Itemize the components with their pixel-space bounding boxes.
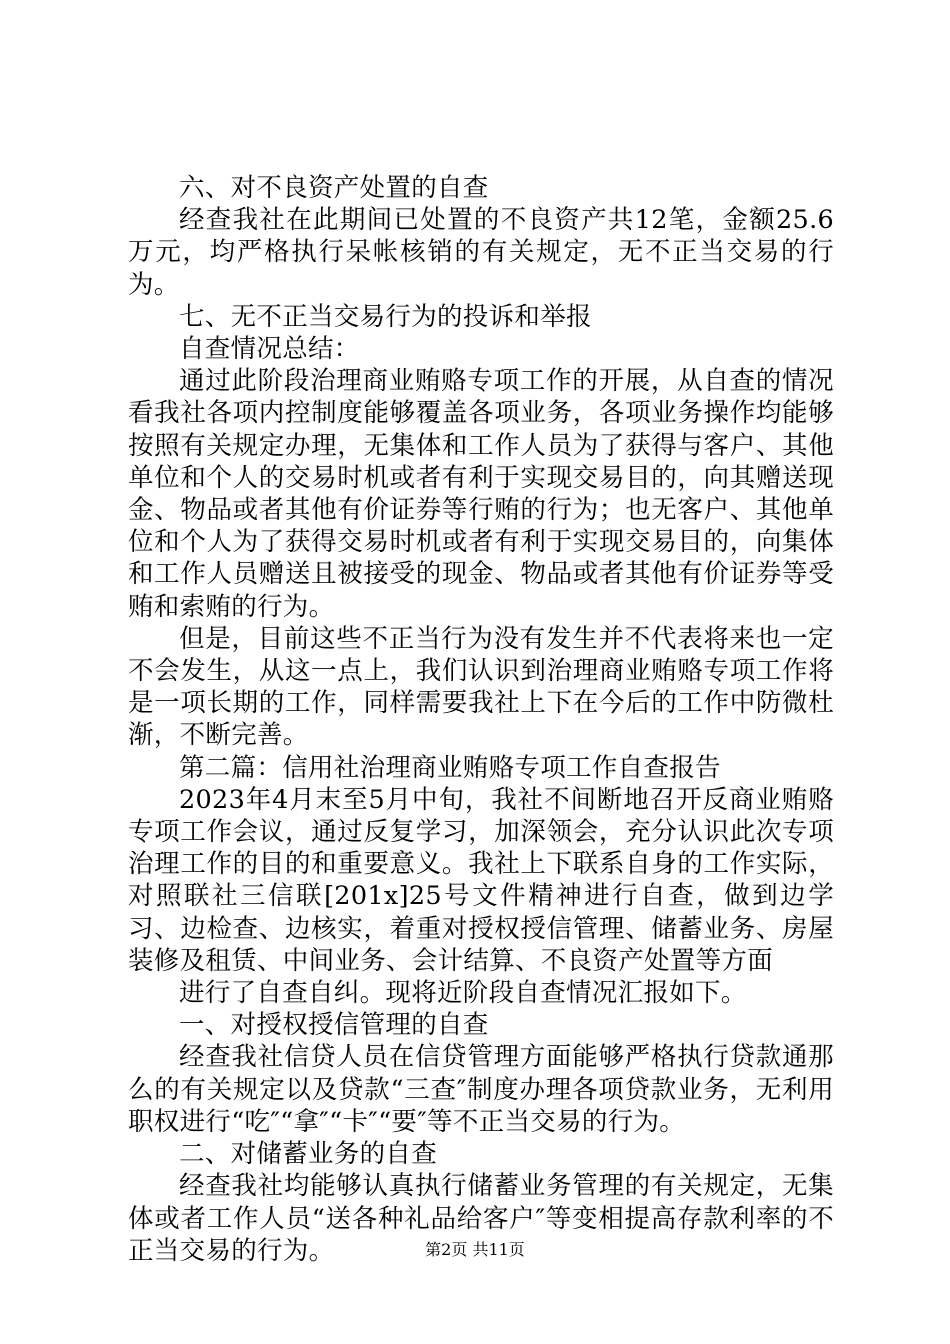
paragraph: 经查我社均能够认真执行储蓄业务管理的有关规定，无集体或者工作人员“送各种礼品给客户″等变相提高存款利率的不正当交易的行为。 <box>128 1171 834 1266</box>
part-two-title: 第二篇：信用社治理商业贿赂专项工作自查报告 <box>179 752 721 783</box>
paragraph: 进行了自查自纠。现将近阶段自查情况汇报如下。 <box>179 978 747 1009</box>
section-heading-1: 一、对授权授信管理的自查 <box>179 1010 489 1041</box>
document-body <box>128 172 834 1267</box>
paragraph: 通过此阶段治理商业贿赂专项工作的开展，从自查的情况看我社各项内控制度能够覆盖各项业务，各项业务操作均能够按照有关规定办理，无集体和工作人员为了获得与客户、其他单位和个人的交易时机或者有利于实现交易目的，向其赠送现金、物品或者其他有价证券等行贿的行为；也无客户、其他单位和个人为了获得交易时机或者有利于实现交易目的，向集体和工作人员赠送且被接受的现金、物品或者其他有价证券等受贿和索贿的行为。 <box>128 366 834 622</box>
section-heading-7: 七、无不正当交易行为的投诉和举报 <box>179 301 592 332</box>
section-heading-2: 二、对储蓄业务的自查 <box>179 1139 438 1170</box>
paragraph: 2023年4月末至5月中旬，我社不间断地召开反商业贿赂专项工作会议，通过反复学习，加深领会，充分认识此次专项治理工作的目的和重要意义。我社上下联系自身的工作实际，对照联社三信联[201x]25号文件精神进行自查，做到边学习、边检查、边核实，着重对授权授信管理、储蓄业务、房屋装修及租赁、中间业务、会计结算、不良资产处置等方面 <box>128 784 834 976</box>
summary-heading: 自查情况总结： <box>179 334 360 365</box>
paragraph: 经查我社在此期间已处置的不良资产共12笔，金额25.6万元，均严格执行呆帐核销的有关规定，无不正当交易的行为。 <box>128 205 834 300</box>
paragraph: 但是，目前这些不正当行为没有发生并不代表将来也一定不会发生，从这一点上，我们认识到治理商业贿赂专项工作将是一项长期的工作，同样需要我社上下在今后的工作中防微杜渐，不断完善。 <box>128 623 834 751</box>
section-heading-6: 六、对不良资产处置的自查 <box>179 173 489 203</box>
page-footer: 第2页 共11页 <box>425 1240 525 1259</box>
paragraph: 经查我社信贷人员在信贷管理方面能够严格执行贷款通那么的有关规定以及贷款“三查″制度办理各项贷款业务，无利用职权进行“吃″“拿″“卡″“要″等不正当交易的行为。 <box>128 1042 834 1137</box>
